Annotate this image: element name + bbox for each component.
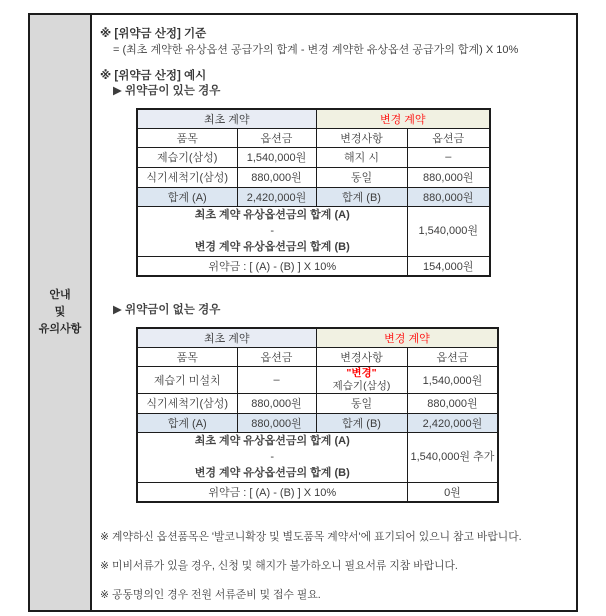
total-a-label: 합계 (A) <box>137 413 237 432</box>
col-header-change: 변경사항 <box>316 347 407 366</box>
penalty-label: 위약금 : [ (A) - (B) ] X 10% <box>137 256 407 276</box>
price-cell: 880,000원 <box>237 167 316 187</box>
summary-operator: - <box>270 451 275 463</box>
price-cell: – <box>237 366 316 393</box>
table-row <box>137 167 490 187</box>
item-cell: 식기세척기(삼성) <box>137 167 237 187</box>
change-item: 제습기(삼성) <box>332 379 391 392</box>
summary-formula-cell <box>137 432 407 482</box>
summary-value <box>407 432 498 482</box>
price-cell: 1,540,000원 <box>237 147 316 167</box>
note-contract-doc: ※ 계약하신 옵션품목은 '발코니확장 및 별도품목 계약서'에 표기되어 있으니 참고 바랍니다. <box>100 531 522 543</box>
col-header-option-price: 옵션금 <box>407 347 498 366</box>
changed-contract-header: 변경 계약 <box>316 328 498 347</box>
document-frame <box>28 13 578 612</box>
note-joint-name: ※ 공동명의인 경우 전원 서류준비 및 접수 필요. <box>100 589 321 601</box>
total-a-label: 합계 (A) <box>137 187 237 206</box>
initial-contract-header: 최초 계약 <box>137 328 316 347</box>
price-cell: 880,000원 <box>237 393 316 413</box>
table-row <box>137 366 498 393</box>
penalty-row <box>137 256 490 276</box>
penalty-basis-formula: = (최초 계약한 유상옵션 공급가의 합계 - 변경 계약한 유상옵션 공급가의 합계) X 10% <box>113 44 519 56</box>
summary-line1: 최초 계약 유상옵션금의 합계 (A) <box>194 435 350 447</box>
summary-line1: 최초 계약 유상옵션금의 합계 (A) <box>194 209 350 221</box>
content-area <box>92 15 576 610</box>
total-row <box>137 413 498 432</box>
change-label: "변경" <box>346 366 377 379</box>
change-cell <box>316 366 407 393</box>
summary-value: 1,540,000원 <box>407 206 490 256</box>
change-cell: 동일 <box>316 167 407 187</box>
col-header-change: 변경사항 <box>316 128 407 147</box>
price-cell: – <box>407 147 490 167</box>
col-header-option-price: 옵션금 <box>237 128 316 147</box>
table-row <box>137 393 498 413</box>
case-without-penalty-caption: ▶ 위약금이 없는 경우 <box>113 304 221 316</box>
total-a-value: 2,420,000원 <box>237 187 316 206</box>
initial-contract-header: 최초 계약 <box>137 109 316 128</box>
price-cell: 1,540,000원 <box>407 366 498 393</box>
item-cell: 제습기(삼성) <box>137 147 237 167</box>
changed-contract-header: 변경 계약 <box>316 109 490 128</box>
penalty-value: 0원 <box>407 482 498 502</box>
col-header-option-price: 옵션금 <box>407 128 490 147</box>
note-missing-documents: ※ 미비서류가 있을 경우, 신청 및 해지가 불가하오니 필요서류 지참 바랍니다. <box>100 560 458 572</box>
penalty-value: 154,000원 <box>407 256 490 276</box>
col-header-option-price: 옵션금 <box>237 347 316 366</box>
sidebar-line: 안내 <box>49 289 71 301</box>
summary-line2: 변경 계약 유상옵션금의 합계 (B) <box>194 467 350 479</box>
penalty-label: 위약금 : [ (A) - (B) ] X 10% <box>137 482 407 502</box>
summary-formula-cell <box>137 206 407 256</box>
change-cell: 동일 <box>316 393 407 413</box>
total-row <box>137 187 490 206</box>
summary-row <box>137 432 498 482</box>
total-b-label: 합계 (B) <box>316 413 407 432</box>
summary-value-suffix: 추가 <box>473 451 495 463</box>
penalty-basis-title: ※ [위약금 산정] 기준 <box>100 28 207 40</box>
case-with-penalty-caption: ▶ 위약금이 있는 경우 <box>113 85 221 97</box>
sidebar-line: 및 <box>54 306 66 318</box>
change-cell: 해지 시 <box>316 147 407 167</box>
summary-operator: - <box>270 225 275 237</box>
total-b-value: 880,000원 <box>407 187 490 206</box>
summary-row <box>137 206 490 256</box>
price-cell: 880,000원 <box>407 393 498 413</box>
price-cell: 880,000원 <box>407 167 490 187</box>
col-header-item: 품목 <box>137 347 237 366</box>
summary-value-amount: 1,540,000원 <box>410 451 471 463</box>
total-b-value: 2,420,000원 <box>407 413 498 432</box>
without-penalty-table <box>136 327 499 503</box>
with-penalty-table <box>136 108 491 277</box>
sidebar-line: 유의사항 <box>38 323 82 335</box>
summary-line2: 변경 계약 유상옵션금의 합계 (B) <box>194 241 350 253</box>
table-row <box>137 147 490 167</box>
penalty-row <box>137 482 498 502</box>
total-a-value: 880,000원 <box>237 413 316 432</box>
section-label-cell <box>30 15 92 610</box>
item-cell: 제습기 미설치 <box>137 366 237 393</box>
total-b-label: 합계 (B) <box>316 187 407 206</box>
col-header-item: 품목 <box>137 128 237 147</box>
penalty-example-title: ※ [위약금 산정] 예시 <box>100 70 207 82</box>
notes-section <box>100 529 572 603</box>
item-cell: 식기세척기(삼성) <box>137 393 237 413</box>
